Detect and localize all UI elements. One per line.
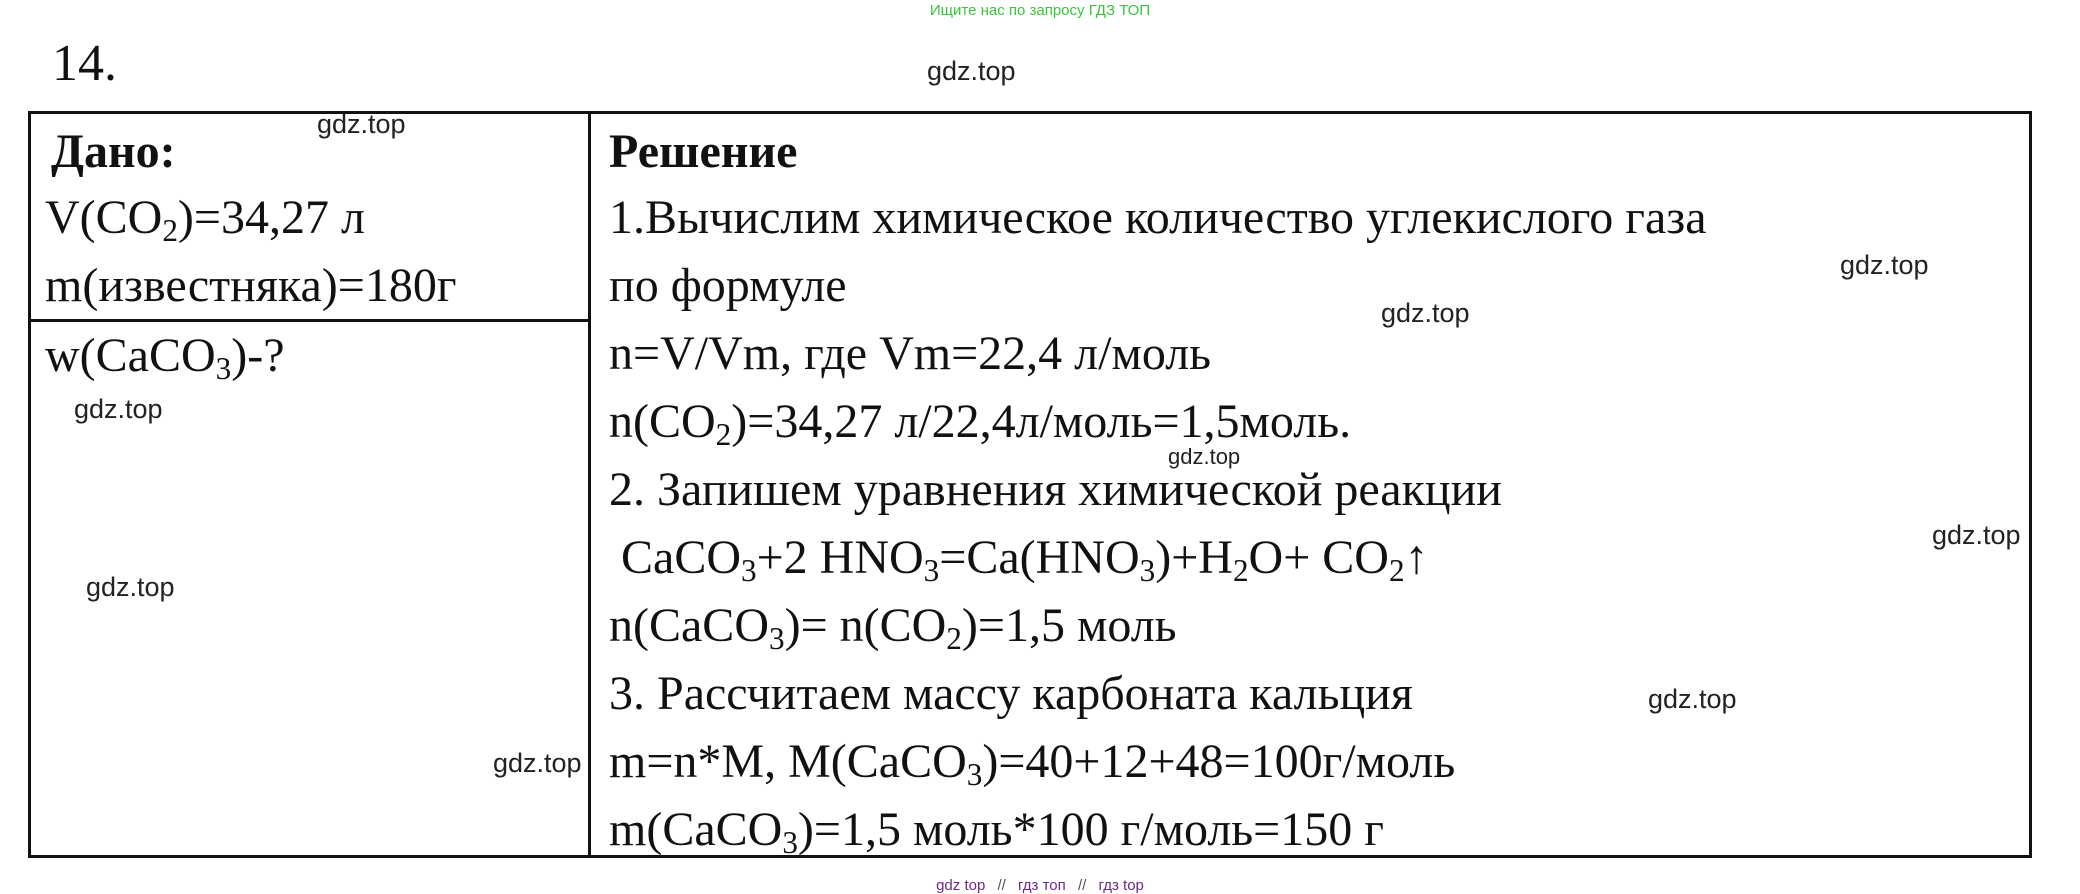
- find-value: w(CaCO$_3$)-?: [45, 329, 285, 386]
- given-section: [31, 114, 588, 322]
- watermark: gdz.top: [1932, 520, 2021, 550]
- footer-link-gdz-top-ru[interactable]: гдз топ: [1018, 877, 1066, 894]
- formula-n: n=V/Vm, где Vm=22,4 л/моль: [609, 327, 1212, 380]
- task-table: [28, 111, 2032, 858]
- watermark: gdz.top: [74, 394, 163, 424]
- given-column: [31, 114, 591, 855]
- watermark: gdz.top: [1381, 298, 1470, 328]
- watermark: gdz.top: [317, 109, 406, 139]
- footer-link-gdz-top-mixed[interactable]: гдз top: [1098, 877, 1144, 894]
- footer-links: [0, 877, 2080, 894]
- watermark: gdz.top: [927, 56, 1016, 86]
- footer-separator: //: [997, 877, 1006, 894]
- molar-mass: m=n*M, M(CaCO$_3$)=40+12+48=100г/моль: [609, 735, 1456, 792]
- step2: 2. Запишем уравнения химической реакции: [609, 463, 1502, 516]
- top-ad-banner[interactable]: Ищите нас по запросу ГДЗ ТОП: [929, 2, 1151, 19]
- watermark: gdz.top: [86, 572, 175, 602]
- calc-n: $n(CO_2)=34,27$ л/22,4л/моль=1,5моль.: [609, 395, 1352, 452]
- final-result: m(CaCO$_3$)=1,5 моль*100 г/моль=150 г: [609, 803, 1384, 860]
- given-mass: m(известняка)=180г: [45, 259, 457, 312]
- watermark: gdz.top: [1840, 250, 1929, 280]
- task-number: 14.: [52, 35, 117, 92]
- watermark: gdz.top: [493, 748, 582, 778]
- footer-link-gdz-top[interactable]: gdz top: [936, 877, 986, 894]
- reaction-equation: CaCO$_3$+2 $HNO_3=Ca(HNO_3)+H_2O+$ $CO_2↑$: [621, 531, 1429, 588]
- mole-ratio: n(CaCO$_3$)= $n(CO_2)=1,5$ моль: [609, 599, 1177, 656]
- given-heading: Дано:: [51, 125, 176, 178]
- solution-heading: Решение: [609, 125, 798, 178]
- watermark: gdz.top: [1168, 444, 1241, 469]
- step1-line-a: 1.Вычислим химическое количество углекислого газа: [609, 191, 1707, 244]
- given-volume: $V(CO_2)=34,27$ л: [45, 191, 365, 248]
- step3: 3. Рассчитаем массу карбоната кальция: [609, 667, 1413, 720]
- footer-separator: //: [1077, 877, 1087, 894]
- watermark: gdz.top: [1648, 684, 1737, 714]
- step1-line-b: по формуле: [609, 259, 847, 312]
